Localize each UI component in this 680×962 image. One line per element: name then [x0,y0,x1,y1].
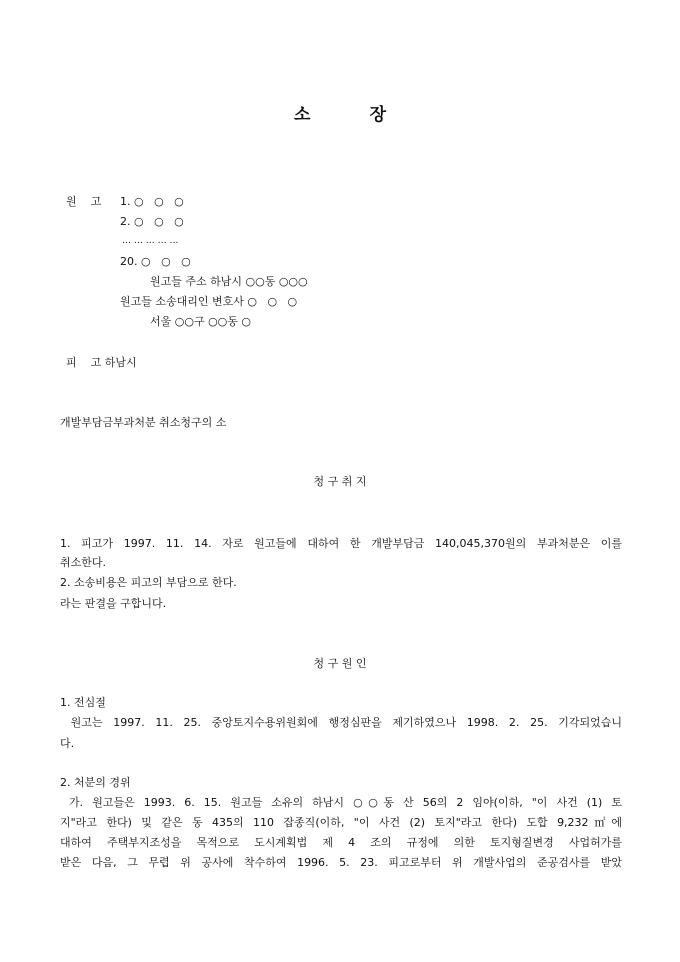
document-title: 소 장 [293,105,387,125]
section-line: 다. [60,737,75,750]
attorney: 원고들 소송대리인 변호사 ○ ○ ○ [120,295,298,308]
section-line: 지"라고 한다) 및 같은 동 435의 110 잡종직(이하, "이 사건 (2) 토지"라고 한다) 도합 9,232㎡에 [60,816,622,829]
plaintiff-ellipsis: … … … … … [122,236,179,246]
claim-purpose-line: 라는 판결을 구합니다. [60,597,167,610]
plaintiff-item: 2. ○ ○ ○ [120,215,184,228]
defendant: 피 고 하남시 [66,356,137,369]
section-title: 2. 처분의 경위 [60,776,131,789]
claim-purpose-line: 취소한다. [60,556,107,569]
claim-purpose-line: 2. 소송비용은 피고의 부담으로 한다. [60,576,237,589]
claim-purpose-heading: 청 구 취 지 [313,475,367,488]
section-line: 가. 원고들은 1993. 6. 15. 원고들 소유의 하남시 ○○동 산 56의 2 임야(이하, "이 사건 (1) 토 [60,796,622,809]
plaintiff-item: 1. ○ ○ ○ [120,195,184,208]
section-line: 받은 다음, 그 무렵 위 공사에 착수하여 1996. 5. 23. 피고로부터 위 개발사업의 준공검사를 받았 [60,856,622,869]
section-line: 원고는 1997. 11. 25. 중앙토지수용위원회에 행정심판을 제기하였으나 1998. 2. 25. 기각되었습니 [60,716,622,729]
plaintiff-address: 원고들 주소 하남시 ○○동 ○○○ [150,275,308,288]
section-line: 대하여 주택부지조성을 목적으로 도시계획법 제 4 조의 규정에 의한 토지형질변경 사업허가를 [60,836,622,849]
attorney-address: 서울 ○○구 ○○동 ○ [150,315,251,328]
case-name: 개발부담금부과처분 취소청구의 소 [60,416,227,429]
section-title: 1. 전심절 [60,696,106,709]
plaintiff-item: 20. ○ ○ ○ [120,255,191,268]
plaintiff-label: 원 고 [66,195,102,208]
claim-cause-heading: 청 구 원 인 [313,657,367,670]
claim-purpose-line: 1. 피고가 1997. 11. 14. 자로 원고들에 대하여 한 개발부담금 140,045,370원의 부과처분은 이를 [60,537,622,550]
